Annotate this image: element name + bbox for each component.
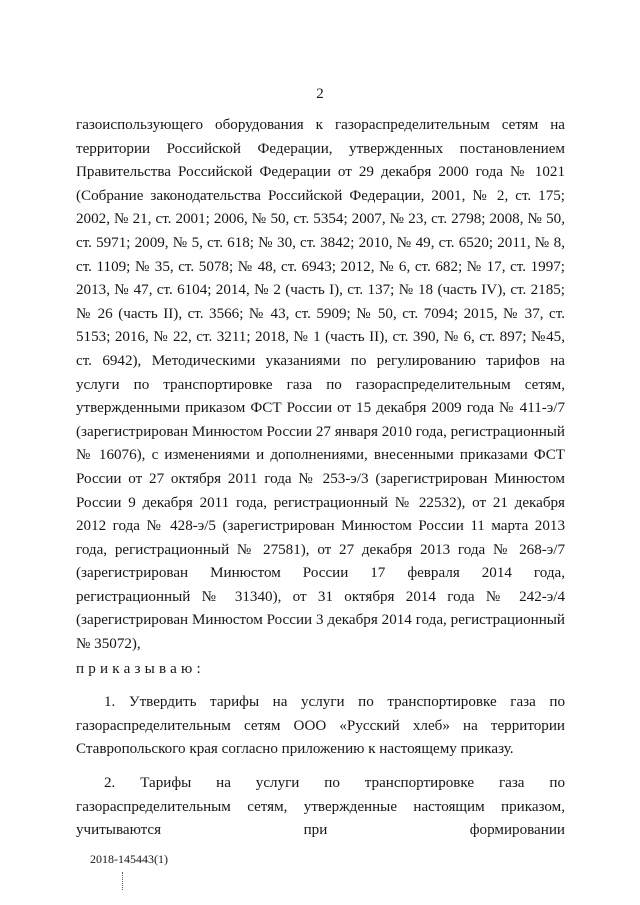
item-1-paragraph: 1. Утвердить тарифы на услуги по транспортировке газа по газораспределительным сетям ООО «Русский хлеб» на территории Ставропольского края согласно приложению к настоящему приказу. — [76, 694, 565, 758]
item-2-paragraph: 2. Тарифы на услуги по транспортировке газа по газораспределительным сетям, утвержденные настоящим приказом, учитываются при формировании — [76, 775, 565, 839]
main-paragraph: газоиспользующего оборудования к газораспределительным сетям на территории Российской Федерации, утвержденных постановлением Правительства Российской Федерации от 29 декабря 2000 года № 1021 (Собрание законодательства Российской Федерации, 2001, № 2, ст. 175; 2002, № 21, ст. 2001; 2006, № 50, ст. 5354; 2007, № 23, ст. 2798; 2008, № 50, ст. 5971; 2009, № 5, ст. 618; № 30, ст. 3842; 2010, № 49, ст. 6520; 2011, № 8, ст. 1109; № 35, ст. 5078; № 48, ст. 6943; 2012, № 6, ст. 682; № 17, ст. 1997; 2013, № 47, ст. 6104; 2014, № 2 (часть I), ст. 137; № 18 (часть IV), ст. 2185; № 26 (часть II), ст. 3566; № 43, ст. 5909; № 50, ст. 7094; 2015, № 37, ст. 5153; 2016, № 22, ст. 3211; 2018, № 1 (часть II), ст. 390, № 6, ст. 897; №45, ст. 6942), Методическими указаниями по регулированию тарифов на услуги по транспортировке газа по газораспределительным сетям, утвержденными приказом ФСТ России от 15 декабря 2009 года № 411-э/7 (зарегистрирован Минюстом России 27 января 2010 года, регистрационный № 16076), с изменениями и дополнениями, внесенными приказами ФСТ России от 27 октября 2011 года № 253-э/3 (зарегистрирован Минюстом России 9 декабря 2011 года, регистрационный № 22532), от 21 декабря 2012 года № 428-э/5 (зарегистрирован Минюстом России 11 марта 2013 года, регистрационный № 27581), от 27 декабря 2013 года № 268-э/7 (зарегистрирован Минюстом России 17 февраля 2014 года, регистрационный № 31340), от 31 октября 2014 года № 242-э/4 (зарегистрирован Минюстом России 3 декабря 2014 года, регистрационный № 35072), — [76, 117, 565, 653]
order-word: приказываю: — [76, 660, 205, 677]
document-code: 2018-145443(1) — [90, 852, 168, 866]
stamp-mark — [122, 872, 124, 890]
page-number: 2 — [316, 86, 324, 102]
document-body — [76, 114, 565, 843]
